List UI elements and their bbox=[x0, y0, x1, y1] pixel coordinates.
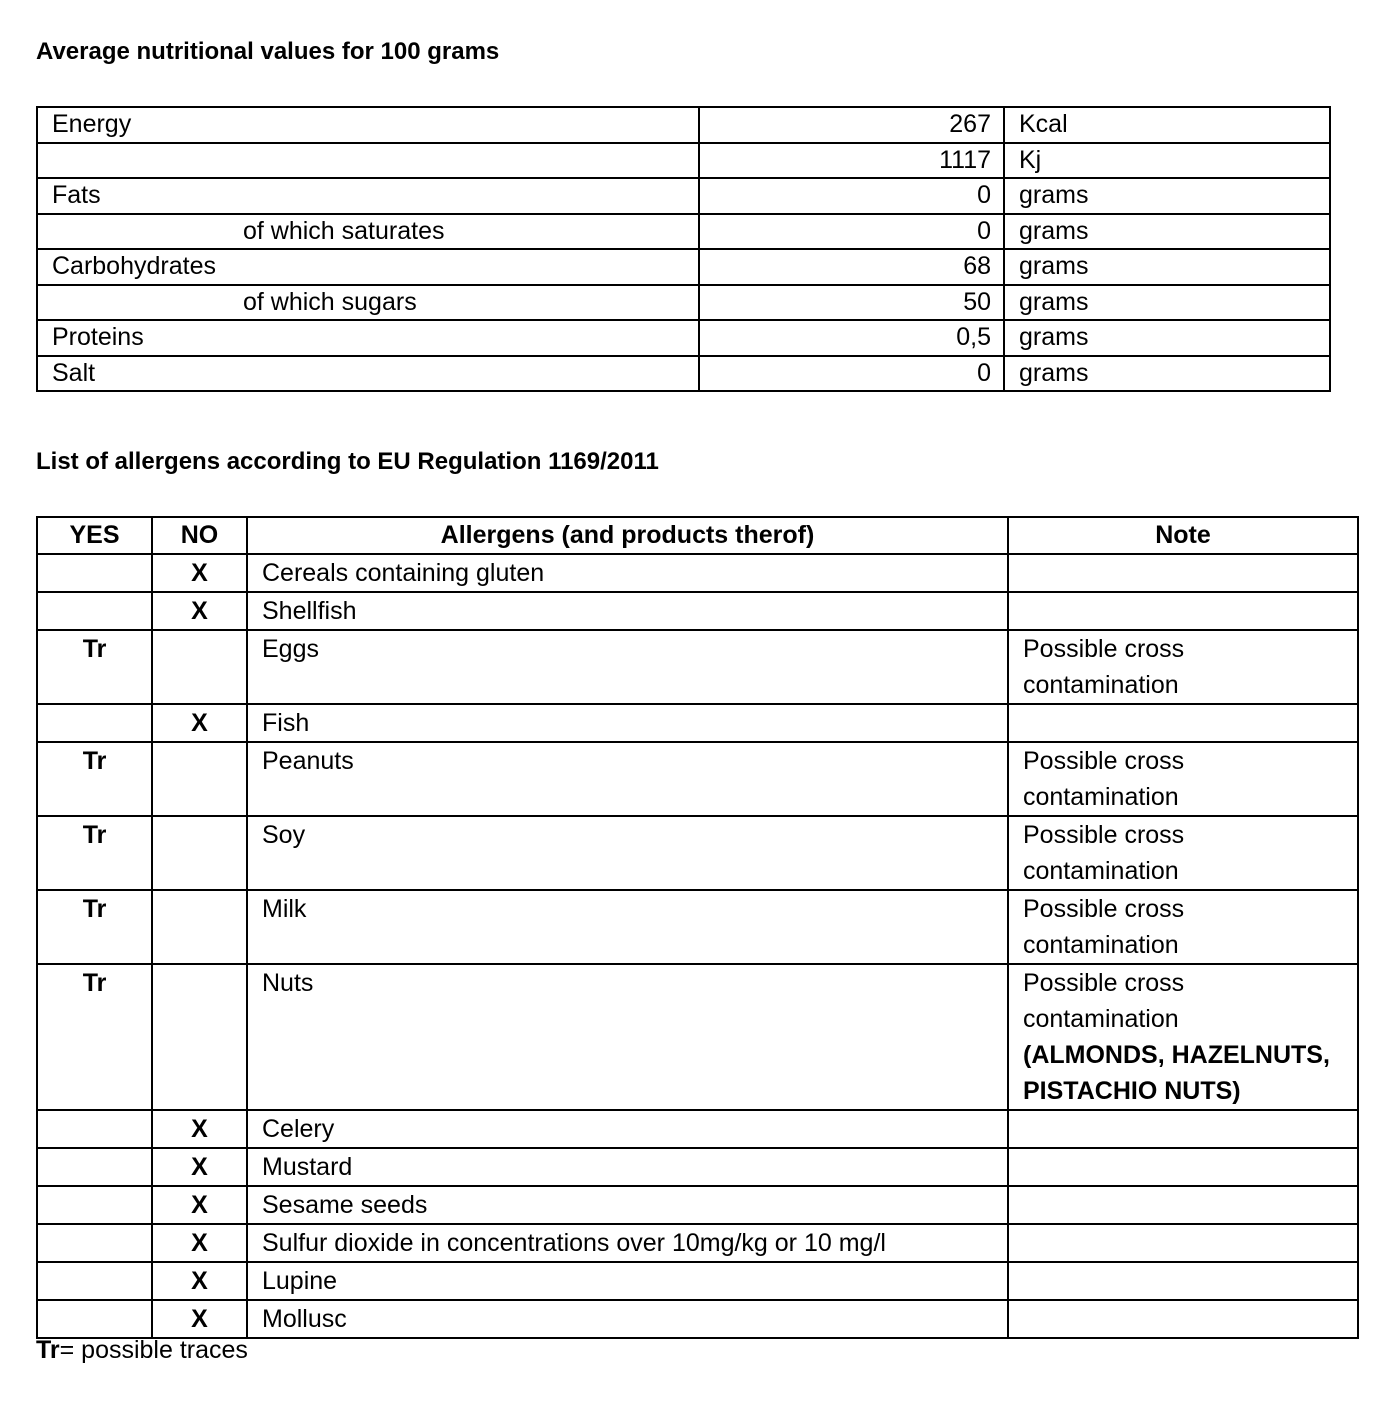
yes-cell bbox=[37, 704, 152, 742]
nutrient-unit: grams bbox=[1004, 249, 1330, 285]
allergen-name: Mustard bbox=[247, 1148, 1008, 1186]
nutrition-row-energy-kj bbox=[37, 143, 1330, 179]
allergen-name: Eggs bbox=[247, 630, 1008, 704]
nutrient-value: 0 bbox=[699, 214, 1004, 250]
no-cell: X bbox=[152, 1186, 247, 1224]
allergen-name: Milk bbox=[247, 890, 1008, 964]
nutrient-value: 267 bbox=[699, 107, 1004, 143]
legend-definition: = possible traces bbox=[59, 1336, 248, 1364]
yes-cell: Tr bbox=[37, 630, 152, 704]
no-cell bbox=[152, 964, 247, 1110]
note-cell bbox=[1008, 1300, 1358, 1338]
yes-cell bbox=[37, 592, 152, 630]
allergen-row-shellfish bbox=[37, 592, 1358, 630]
allergen-name: Celery bbox=[247, 1110, 1008, 1148]
note-text: contamination bbox=[1023, 1005, 1179, 1033]
note-text: contamination bbox=[1023, 671, 1179, 699]
yes-cell: Tr bbox=[37, 816, 152, 890]
allergens-heading: List of allergens according to EU Regulation 1169/2011 bbox=[36, 448, 659, 475]
note-column-header: Note bbox=[1008, 517, 1358, 554]
no-cell: X bbox=[152, 704, 247, 742]
legend-term: Tr bbox=[36, 1336, 60, 1364]
note-text: contamination bbox=[1023, 931, 1179, 959]
note-cell bbox=[1008, 554, 1358, 592]
nutrient-unit: Kj bbox=[1004, 143, 1330, 179]
allergen-name: Fish bbox=[247, 704, 1008, 742]
nutrient-value: 0 bbox=[699, 178, 1004, 214]
allergen-row-mustard bbox=[37, 1148, 1358, 1186]
note-cell bbox=[1008, 1224, 1358, 1262]
nutrient-label: of which saturates bbox=[37, 214, 699, 250]
allergen-row-sulfur-dioxide bbox=[37, 1224, 1358, 1262]
note-cell bbox=[1008, 1186, 1358, 1224]
note-text: Possible cross bbox=[1023, 747, 1185, 775]
allergen-row-soy bbox=[37, 816, 1358, 890]
note-nuts-detail: PISTACHIO NUTS) bbox=[1023, 1077, 1241, 1105]
nutrient-label: Carbohydrates bbox=[37, 249, 699, 285]
allergen-row-lupine bbox=[37, 1262, 1358, 1300]
nutrition-row-saturates bbox=[37, 214, 1330, 250]
nutrition-row-energy-kcal bbox=[37, 107, 1330, 143]
allergen-name: Soy bbox=[247, 816, 1008, 890]
allergen-row-celery bbox=[37, 1110, 1358, 1148]
note-cell bbox=[1008, 630, 1358, 704]
note-text: Possible cross bbox=[1023, 635, 1185, 663]
note-cell bbox=[1008, 1110, 1358, 1148]
allergen-row-peanuts bbox=[37, 742, 1358, 816]
yes-cell: Tr bbox=[37, 890, 152, 964]
traces-legend bbox=[36, 1334, 248, 1366]
nutrition-table bbox=[36, 106, 1331, 392]
note-cell bbox=[1008, 964, 1358, 1110]
allergen-row-gluten bbox=[37, 554, 1358, 592]
allergen-name: Shellfish bbox=[247, 592, 1008, 630]
nutrient-unit: grams bbox=[1004, 356, 1330, 392]
nutrition-row-carbohydrates bbox=[37, 249, 1330, 285]
nutrition-row-salt bbox=[37, 356, 1330, 392]
allergen-header-row bbox=[37, 517, 1358, 554]
note-text: Possible cross bbox=[1023, 895, 1185, 923]
no-cell: X bbox=[152, 592, 247, 630]
yes-cell: Tr bbox=[37, 742, 152, 816]
nutrient-label: Proteins bbox=[37, 320, 699, 356]
note-text: contamination bbox=[1023, 857, 1179, 885]
note-cell bbox=[1008, 816, 1358, 890]
nutrient-unit: grams bbox=[1004, 178, 1330, 214]
allergen-row-fish bbox=[37, 704, 1358, 742]
no-cell bbox=[152, 742, 247, 816]
nutrient-value: 50 bbox=[699, 285, 1004, 321]
nutrition-row-fats bbox=[37, 178, 1330, 214]
no-cell: X bbox=[152, 1110, 247, 1148]
nutrient-value: 68 bbox=[699, 249, 1004, 285]
yes-column-header: YES bbox=[37, 517, 152, 554]
no-cell: X bbox=[152, 1224, 247, 1262]
nutrient-value: 1117 bbox=[699, 143, 1004, 179]
note-text: Possible cross bbox=[1023, 821, 1185, 849]
allergen-name: Cereals containing gluten bbox=[247, 554, 1008, 592]
note-cell bbox=[1008, 1262, 1358, 1300]
no-cell bbox=[152, 816, 247, 890]
allergen-name: Sesame seeds bbox=[247, 1186, 1008, 1224]
no-cell: X bbox=[152, 1262, 247, 1300]
nutrient-unit: grams bbox=[1004, 320, 1330, 356]
no-cell bbox=[152, 890, 247, 964]
nutrition-row-sugars bbox=[37, 285, 1330, 321]
allergen-name: Mollusc bbox=[247, 1300, 1008, 1338]
nutrient-unit: grams bbox=[1004, 214, 1330, 250]
no-cell bbox=[152, 630, 247, 704]
allergen-name: Nuts bbox=[247, 964, 1008, 1110]
allergen-name: Lupine bbox=[247, 1262, 1008, 1300]
yes-cell bbox=[37, 1224, 152, 1262]
no-column-header: NO bbox=[152, 517, 247, 554]
allergen-row-nuts bbox=[37, 964, 1358, 1110]
no-cell: X bbox=[152, 1300, 247, 1338]
allergen-row-eggs bbox=[37, 630, 1358, 704]
nutrition-row-proteins bbox=[37, 320, 1330, 356]
allergen-column-header: Allergens (and products therof) bbox=[247, 517, 1008, 554]
note-cell bbox=[1008, 742, 1358, 816]
nutrient-label: Fats bbox=[37, 178, 699, 214]
allergen-name: Peanuts bbox=[247, 742, 1008, 816]
allergen-table bbox=[36, 516, 1359, 1339]
nutrient-value: 0,5 bbox=[699, 320, 1004, 356]
nutrient-label: Salt bbox=[37, 356, 699, 392]
note-cell bbox=[1008, 704, 1358, 742]
nutrient-label bbox=[37, 143, 699, 179]
note-cell bbox=[1008, 1148, 1358, 1186]
nutrient-label: of which sugars bbox=[37, 285, 699, 321]
yes-cell: Tr bbox=[37, 964, 152, 1110]
yes-cell bbox=[37, 1300, 152, 1338]
yes-cell bbox=[37, 1262, 152, 1300]
allergen-row-sesame bbox=[37, 1186, 1358, 1224]
note-nuts-detail: (ALMONDS, HAZELNUTS, bbox=[1023, 1041, 1330, 1069]
note-cell bbox=[1008, 890, 1358, 964]
allergen-row-milk bbox=[37, 890, 1358, 964]
nutrient-unit: grams bbox=[1004, 285, 1330, 321]
allergen-row-mollusc bbox=[37, 1300, 1358, 1338]
nutrition-heading: Average nutritional values for 100 grams bbox=[36, 38, 500, 65]
note-cell bbox=[1008, 592, 1358, 630]
yes-cell bbox=[37, 1186, 152, 1224]
note-text: Possible cross bbox=[1023, 969, 1185, 997]
yes-cell bbox=[37, 1148, 152, 1186]
no-cell: X bbox=[152, 554, 247, 592]
yes-cell bbox=[37, 1110, 152, 1148]
nutrient-unit: Kcal bbox=[1004, 107, 1330, 143]
yes-cell bbox=[37, 554, 152, 592]
note-text: contamination bbox=[1023, 783, 1179, 811]
no-cell: X bbox=[152, 1148, 247, 1186]
nutrient-label: Energy bbox=[37, 107, 699, 143]
allergen-name: Sulfur dioxide in concentrations over 10mg/kg or 10 mg/l bbox=[247, 1224, 1008, 1262]
nutrient-value: 0 bbox=[699, 356, 1004, 392]
